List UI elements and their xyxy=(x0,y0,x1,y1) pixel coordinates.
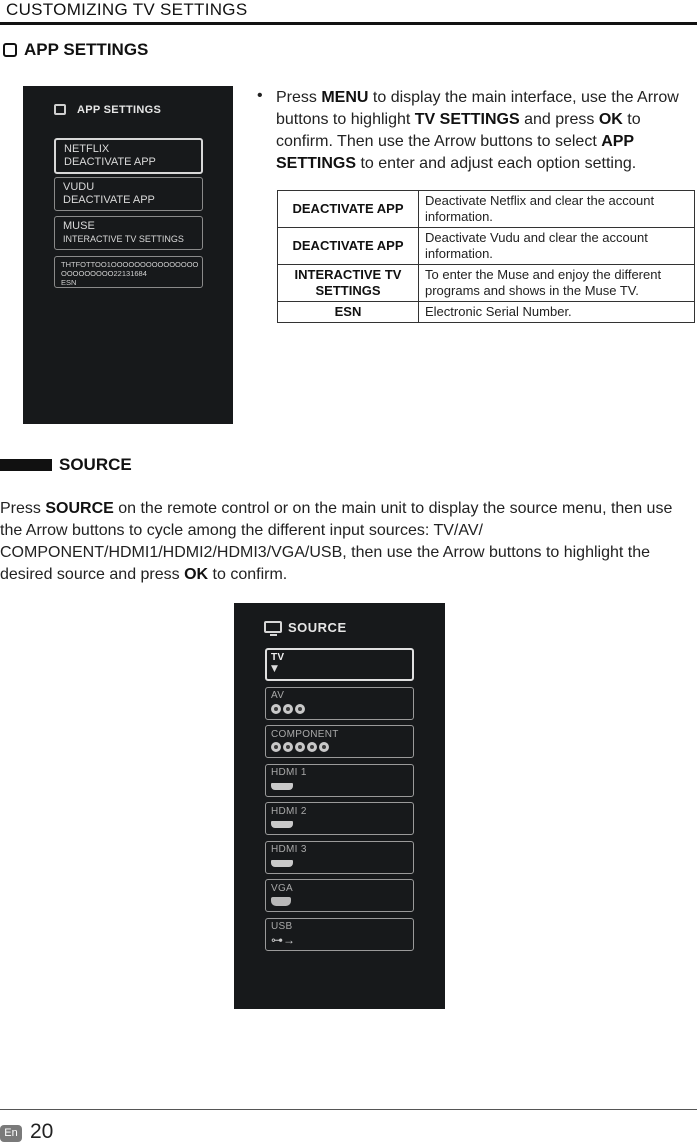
vga-port-icon xyxy=(271,897,291,906)
bullet-mark: • xyxy=(257,87,263,104)
usb-icon: ⊶→ xyxy=(271,933,295,947)
menu-item-netflix[interactable] xyxy=(54,138,203,174)
instruction-text: to confirm. xyxy=(208,566,288,583)
header-divider xyxy=(0,22,697,25)
menu-item-esn[interactable] xyxy=(54,256,203,288)
table-value: Deactivate Netflix and clear the account information. xyxy=(419,191,695,228)
source-item-tv-label: TV xyxy=(271,652,285,663)
menu-item-vudu[interactable] xyxy=(54,177,203,211)
tv-monitor-icon-stand xyxy=(270,634,277,636)
app-settings-screen-title: APP SETTINGS xyxy=(77,104,162,116)
source-item-hdmi3-label: HDMI 3 xyxy=(271,844,307,855)
table-key: ESN xyxy=(278,302,419,323)
table-row xyxy=(278,191,695,228)
table-key: DEACTIVATE APP xyxy=(278,191,419,228)
menu-item-vudu-action: DEACTIVATE APP xyxy=(63,194,155,206)
source-item-tv[interactable] xyxy=(265,648,414,681)
app-settings-instruction xyxy=(276,87,694,175)
table-row xyxy=(278,265,695,302)
instruction-text: Press xyxy=(276,89,322,106)
instruction-text: and press xyxy=(519,111,599,128)
instruction-key-ok: OK xyxy=(598,111,623,128)
menu-item-netflix-label: NETFLIX xyxy=(64,143,110,155)
table-row xyxy=(278,228,695,265)
source-item-hdmi1-label: HDMI 1 xyxy=(271,767,307,778)
footer-divider xyxy=(0,1109,697,1110)
menu-item-muse[interactable] xyxy=(54,216,203,250)
hdmi-port-icon xyxy=(271,821,293,828)
app-settings-table xyxy=(277,190,695,323)
menu-item-muse-label: MUSE xyxy=(63,220,95,232)
app-settings-screen xyxy=(23,86,233,424)
source-section-bar xyxy=(0,459,52,471)
esn-label: ESN xyxy=(61,278,77,287)
instruction-text: to confirm. Then use the Arrow buttons to select xyxy=(276,111,641,150)
component-jacks-icon xyxy=(271,742,329,752)
tv-monitor-icon xyxy=(264,621,282,633)
esn-code-line-2: OOOOOOOOO22131684 xyxy=(61,269,147,278)
antenna-icon: ▼ xyxy=(271,664,278,674)
source-screen-title: SOURCE xyxy=(288,620,347,635)
instruction-text: on the remote control or on the main unit to display the source menu, then use the Arrow buttons to cycle among the different input sources: TV/AV/ COMPONENT/HDMI1/HDMI2/HDMI3/VGA/USB, then use the Arrow buttons to highlight the desired source and press xyxy=(0,500,673,583)
app-settings-section-icon xyxy=(3,43,17,57)
table-row xyxy=(278,302,695,323)
hdmi-port-icon xyxy=(271,783,293,790)
language-badge: En xyxy=(0,1125,22,1142)
page-number: 20 xyxy=(30,1120,54,1143)
source-item-usb-label: USB xyxy=(271,921,293,932)
menu-item-vudu-label: VUDU xyxy=(63,181,95,193)
source-item-hdmi2-label: HDMI 2 xyxy=(271,806,307,817)
instruction-text: to enter and adjust each option setting. xyxy=(356,155,637,172)
instruction-text: to display the main interface, use the Arrow buttons to highlight xyxy=(276,89,679,128)
source-heading: SOURCE xyxy=(59,455,132,474)
table-key: INTERACTIVE TV SETTINGS xyxy=(278,265,419,302)
instruction-key-app-settings: APP SETTINGS xyxy=(276,133,634,172)
source-item-vga-label: VGA xyxy=(271,883,294,894)
instruction-key-ok: OK xyxy=(184,566,209,583)
app-settings-screen-icon xyxy=(54,104,66,115)
instruction-key-tv-settings: TV SETTINGS xyxy=(414,111,520,128)
instruction-key-menu: MENU xyxy=(321,89,369,106)
menu-item-muse-action: INTERACTIVE TV SETTINGS xyxy=(63,234,184,244)
app-settings-heading: APP SETTINGS xyxy=(24,40,149,59)
instruction-text: Press xyxy=(0,500,46,517)
instruction-key-source: SOURCE xyxy=(45,500,114,517)
hdmi-port-icon xyxy=(271,860,293,867)
source-item-component-label: COMPONENT xyxy=(271,729,339,740)
rca-jacks-icon xyxy=(271,704,305,714)
menu-item-netflix-action: DEACTIVATE APP xyxy=(64,156,156,168)
table-key: DEACTIVATE APP xyxy=(278,228,419,265)
table-value: To enter the Muse and enjoy the different programs and shows in the Muse TV. xyxy=(419,265,695,302)
esn-code-line-1: THTFOTTOO1OOOOOOOOOOOOOOO xyxy=(61,260,199,269)
table-value: Deactivate Vudu and clear the account information. xyxy=(419,228,695,265)
table-value: Electronic Serial Number. xyxy=(419,302,695,323)
source-instruction xyxy=(0,498,697,586)
page-header-title: CUSTOMIZING TV SETTINGS xyxy=(6,0,248,19)
source-item-av-label: AV xyxy=(271,690,285,701)
